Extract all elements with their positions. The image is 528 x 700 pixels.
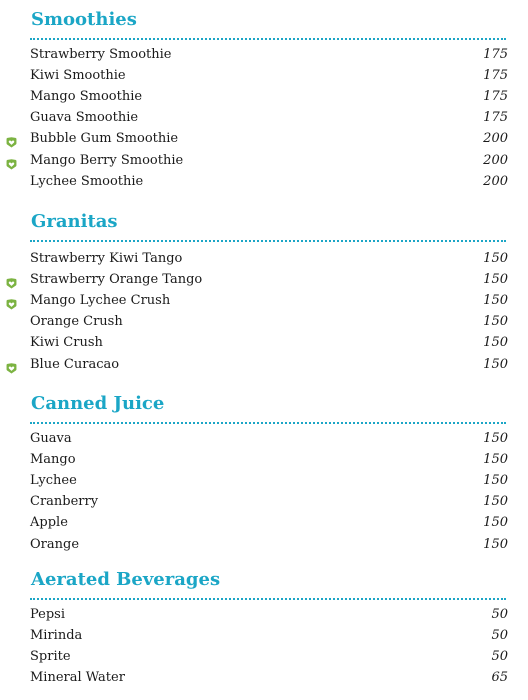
menu-item: [0, 128, 528, 149]
heart-shield-icon: [6, 359, 17, 370]
menu-item: [0, 428, 528, 449]
item-price: 150: [483, 431, 508, 446]
item-name: Lychee: [30, 473, 77, 489]
item-name: Apple: [30, 515, 68, 531]
item-price: 150: [483, 251, 508, 266]
item-price: 200: [483, 131, 508, 147]
item-name: Mango: [30, 452, 76, 468]
item-name: Kiwi Crush: [30, 335, 103, 351]
menu-item: [0, 449, 528, 470]
item-name: Pepsi: [30, 607, 66, 622]
item-name: Guava Smoothie: [30, 110, 139, 126]
section-divider: [30, 422, 506, 424]
menu-item: [0, 248, 528, 269]
item-name: Mango Smoothie: [30, 89, 143, 105]
item-price: 50: [491, 628, 508, 644]
menu-item: [0, 269, 528, 290]
section-divider: [30, 38, 506, 40]
item-price: 200: [483, 173, 508, 189]
item-price: 150: [483, 536, 508, 552]
item-price: 200: [483, 152, 508, 168]
section-divider: [30, 598, 506, 600]
item-price: 65: [491, 670, 508, 686]
item-name: Strawberry Kiwi Tango: [30, 251, 183, 266]
menu-item: [0, 311, 528, 332]
heart-shield-icon: [6, 133, 17, 144]
heart-shield-icon: [6, 295, 17, 306]
item-name: Cranberry: [30, 494, 99, 510]
item-name: Mineral Water: [30, 670, 125, 686]
heart-shield-icon: [6, 274, 17, 285]
item-name: Orange: [30, 536, 80, 552]
item-price: 175: [483, 89, 508, 105]
item-price: 150: [483, 314, 508, 330]
menu-item: [0, 625, 528, 646]
menu-item: [0, 86, 528, 107]
item-price: 150: [483, 473, 508, 489]
menu-item: [0, 332, 528, 353]
menu-item: [0, 604, 528, 625]
menu-item: [0, 171, 528, 192]
item-name: Kiwi Smoothie: [30, 68, 126, 84]
menu-item: [0, 470, 528, 491]
menu-item: [0, 667, 528, 688]
item-price: 50: [491, 649, 508, 665]
section-title: Granitas: [31, 211, 118, 232]
item-price: 150: [483, 293, 508, 309]
item-price: 175: [483, 68, 508, 84]
menu-item: [0, 534, 528, 555]
item-name: Strawberry Orange Tango: [30, 272, 203, 288]
section-divider: [30, 240, 506, 242]
item-price: 150: [483, 272, 508, 288]
menu-item: [0, 44, 528, 65]
item-name: Blue Curacao: [30, 356, 120, 372]
heart-shield-icon: [6, 155, 17, 166]
item-name: Strawberry Smoothie: [30, 47, 172, 62]
item-name: Mango Berry Smoothie: [30, 152, 184, 168]
item-price: 150: [483, 515, 508, 531]
item-name: Guava: [30, 431, 72, 446]
menu-item: [0, 107, 528, 128]
section-title: Smoothies: [31, 9, 137, 30]
menu-item: [0, 150, 528, 171]
item-name: Orange Crush: [30, 314, 123, 330]
item-name: Lychee Smoothie: [30, 173, 144, 189]
menu-item: [0, 491, 528, 512]
item-price: 175: [483, 110, 508, 126]
item-price: 50: [491, 607, 508, 622]
item-name: Bubble Gum Smoothie: [30, 131, 179, 147]
section-title: Canned Juice: [31, 393, 165, 414]
item-price: 150: [483, 494, 508, 510]
item-price: 150: [483, 452, 508, 468]
section-title: Aerated Beverages: [31, 569, 221, 590]
item-name: Sprite: [30, 649, 71, 665]
item-price: 150: [483, 335, 508, 351]
menu-item: [0, 290, 528, 311]
item-name: Mirinda: [30, 628, 83, 644]
menu-item: [0, 65, 528, 86]
item-name: Mango Lychee Crush: [30, 293, 171, 309]
menu-item: [0, 354, 528, 375]
menu-item: [0, 646, 528, 667]
item-price: 150: [483, 356, 508, 372]
menu-item: [0, 512, 528, 533]
item-price: 175: [483, 47, 508, 62]
